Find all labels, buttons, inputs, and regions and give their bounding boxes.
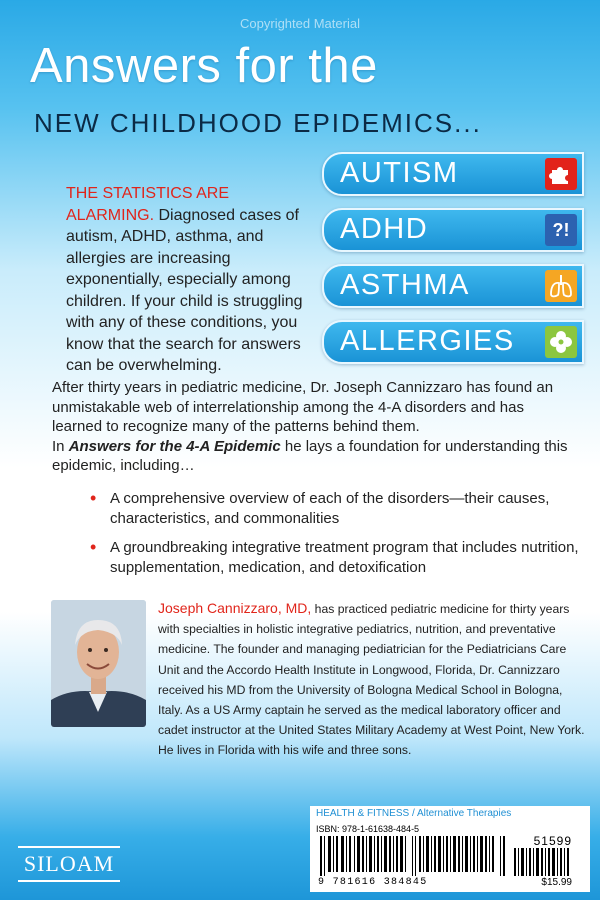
condition-tags — [322, 152, 584, 376]
price: $15.99 — [541, 877, 572, 888]
tag-adhd — [322, 208, 584, 252]
author-bio-text: has practiced pediatric medicine for thirty years with specialties in holistic integrative pediatrics, nutrition, and preventative medicine. The founder and managing pediatrician for the Pediatricians Care Unit and the Accordo Health Institute in Longwood, Florida, Dr. Cannizzaro received his MD from the University of Bologna Medical School in Bologna, Italy. As a US Army captain he served as the medical laboratory officer and cadet instructor at the United States Military Academy at West Point, New York. He lives in Florida with his wife and three sons. — [158, 602, 585, 758]
tag-label: AUTISM — [340, 157, 459, 189]
title-line-1: Answers for the — [30, 39, 378, 93]
lungs-icon — [545, 270, 577, 302]
tag-asthma — [322, 264, 584, 308]
body-paragraph-2 — [52, 437, 572, 476]
author-name: Joseph Cannizzaro, MD, — [158, 600, 312, 616]
clover-icon — [545, 326, 577, 358]
tag-label: ADHD — [340, 213, 429, 245]
author-photo — [51, 600, 146, 727]
bullet-icon: • — [90, 537, 97, 557]
tag-autism — [322, 152, 584, 196]
bisac-category: HEALTH & FITNESS / Alternative Therapies — [310, 806, 590, 822]
barcode-digits: 9 781616 384845 — [318, 877, 428, 888]
barcode-bars — [320, 836, 510, 876]
watermark: Copyrighted Material — [240, 16, 360, 31]
intro-lead: THE STATISTICS ARE ALARMING. — [66, 185, 229, 224]
publisher-logo: SILOAM — [18, 846, 120, 882]
book-title-mention: Answers for the 4-A Epidemic — [68, 437, 281, 455]
title-line-2: NEW CHILDHOOD EPIDEMICS... — [34, 108, 482, 138]
interrobang-icon: ?! — [545, 214, 577, 246]
puzzle-icon — [545, 158, 577, 190]
list-item — [90, 489, 580, 528]
feature-list — [90, 489, 580, 587]
body-p2-pre: In — [52, 437, 69, 455]
author-bio — [158, 598, 588, 761]
body-p2-post: he lays a foundation for understanding this epidemic, including… — [52, 437, 568, 474]
tag-allergies — [322, 320, 584, 364]
body-paragraph-1: After thirty years in pediatric medicine, Dr. Joseph Cannizzaro has found an unmistakable web of interrelationship among the 4-A disorders and has learned to recognize many of the patterns behind them. — [52, 379, 554, 435]
price-barcode-bars — [514, 848, 570, 876]
list-item — [90, 538, 580, 577]
intro-text: Diagnosed cases of autism, ADHD, asthma, and allergies are increasing exponentially, especially among children. If your child is struggling with any of these conditions, you know that the search for answers can be overwhelming. — [66, 206, 303, 374]
body-text — [52, 378, 572, 476]
barcode-box — [310, 822, 590, 892]
tag-label: ALLERGIES — [340, 325, 515, 357]
intro-paragraph — [66, 183, 316, 377]
tag-label: ASTHMA — [340, 269, 470, 301]
isbn-text: ISBN: 978-1-61638-484-5 — [316, 824, 420, 834]
list-item-text: A comprehensive overview of each of the disorders—their causes, characteristics, and commonalities — [110, 490, 550, 527]
price-code: 51599 — [533, 834, 572, 848]
list-item-text: A groundbreaking integrative treatment program that includes nutrition, supplementation, medication, and detoxification — [110, 539, 579, 576]
bullet-icon: • — [90, 488, 97, 508]
